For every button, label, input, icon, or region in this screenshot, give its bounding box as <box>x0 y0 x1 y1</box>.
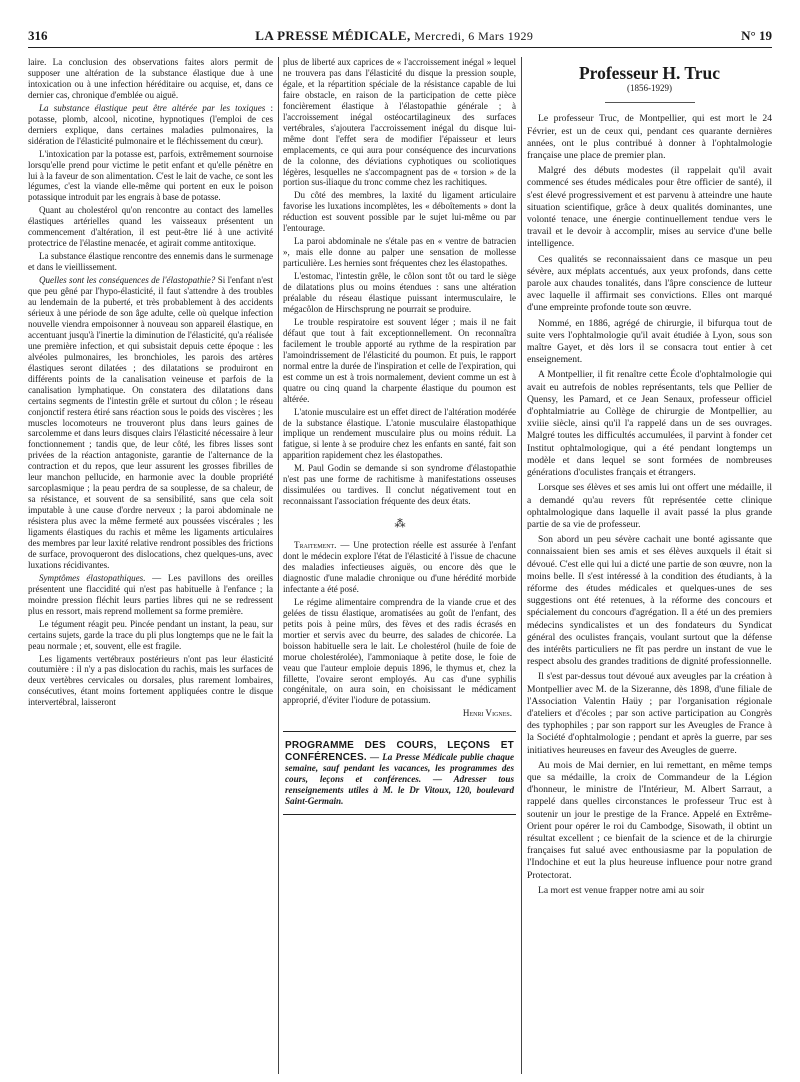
paragraph: Nommé, en 1886, agrégé de chirurgie, il bifurqua tout de suite vers l'ophtalmologie qu'il avait étudiée à Lyon, sous son maître Gayet, et dès lors il se consacra tout entier à cet enseignement. <box>527 317 772 366</box>
paragraph-text: Si l'enfant n'est que peu gêné par l'hypo-élasticité, il faut s'attendre à des troubles au lendemain de la puberté, et très probablement à des accidents sérieux à une période de son âge adulte, celle où quelque infection nouvelle viendra empoisonner à nouveau son appareil élastique, en accentuant jusqu'à l'inertie la diminution de l'élasticité, qu'a réalisée une première infection, et qui subsistait depuis cette époque : les alvéoles pulmonaires, les bronchioles, les parois des artères élastiques seront dilatées ; des dilatations se produiront en différents points de la canalisation veineuse et parfois de la canalisation lymphatique. On constatera des dilatations dans certains segments de l'intestin grêle et surtout du côlon ; le réseau conjonctif restera étiré sans réaction sous le poids des viscères ; les muscles locomoteurs ne trouveront plus dans leurs gaines de sarcolemme et dans leurs disques clairs l'élasticité nécessaire à leur fonctionnement ; tandis que, de leur côté, les fibres lisses sont privées de la réaction antagoniste, garantie de l'alternance de la contraction et du repos, que leur assurent les grosses fibrilles de leur manchon pellucide, en harmonie avec la double propriété sarcoplasmique ; la peau perdra de sa souplesse, de sa chaleur, de sa résistance, et souvent de sa sensibilité, sans que cela soit imputable à une cause d'ordre nerveux ; la paroi abdominale ne résistera plus avec la même fermeté aux poussées viscérales ; les ligaments élastiques du rachis et même les ligaments articulaires des membres par leur laxité relative rendront possibles des frictions de surface, provoqueront des dislocations, chez quelques-uns, avec luxations récidivantes. <box>28 275 273 570</box>
column-middle <box>283 57 516 1076</box>
paragraph-text: — Une protection réelle est assurée à l'enfant dont le médecin explore l'état de l'élasticité à l'issue de chacune des maladies infectieuses aiguës, ou encore dès que le diagnostic d'une maladie chronique ou d'une hérédité morbide infectante a été posé. <box>283 540 516 594</box>
obituary-dates: (1856-1929) <box>627 83 672 94</box>
paragraph: Il s'est par-dessus tout dévoué aux aveugles par la création à Montpellier avec M. de la Sizeranne, dès 1898, d'une filiale de l'Association Valentin Haüy ; par l'organisation régionale d'ateliers et d'écoles ; par son active participation au Congrès des typhophiles ; par son rapport sur les Aveugles de France à la Société d'ophtalmologie ; pendant et après la guerre, par ses initiatives heureuses en faveur des Aveugles de guerre. <box>527 671 772 756</box>
program-title: PROGRAMME DES COURS, LEÇONS ET CONFÉRENCES. <box>285 740 514 763</box>
program-body: — La Presse Médicale publie chaque semaine, sauf pendant les vacances, les programmes des cours, leçons et conférences. — Adresser tous renseignements utiles à M. le Dr Vitoux, 120, boulevard Saint-Germain. <box>285 751 514 807</box>
column-right <box>527 57 772 1076</box>
paragraph <box>28 275 273 571</box>
paragraph: Du côté des membres, la laxité du ligament articulaire favorise les luxations incomplètes, les « déboîtements » dont la réduction est souvent possible par le sujet lui-même ou par l'entourage. <box>283 190 516 234</box>
page-header <box>28 22 772 48</box>
lead-in: Traitement. <box>294 540 337 551</box>
program-notice <box>283 731 516 814</box>
issue-number: N° 19 <box>741 28 772 43</box>
lead-in: La substance élastique peut être altérée par les toxiques <box>39 102 266 113</box>
paragraph: laire. La conclusion des observations faites alors permit de supposer une altération de la substance élastique due à une intoxication ou à une infection héréditaire ou acquise, et, dans ce dernier cas, chronique d'emblée ou aiguë. <box>28 57 273 100</box>
paragraph-text: : potasse, plomb, alcool, nicotine, hypnotiques (l'emploi de ces derniers explique, dans certaines maladies pulmonaires, la sidération de l'élasticité pulmonaire et le fléchissement du cœur). <box>28 102 273 146</box>
paragraph: Le régime alimentaire comprendra de la viande crue et des gelées de tissu élastique, aromatisées au goût de l'enfant, des petits pois à peine mûrs, des fèves et des radis écrasés en mortier et servis avec du beurre, des salades de chicorée. La boisson habituelle sera le lait. Le cholestérol (huile de foie de morue cholestérolée), l'ammoniaque à petite dose, le foie de veau que l'auteur emploie depuis 1896, le thymus et, chez la fillette, l'ovaire seront employés. Au cas d'une syphilis congénitale, on aura soin, en choisissant le médicament approprié, d'éviter l'iodure de potassium. <box>283 596 516 706</box>
issue-date: Mercredi, 6 Mars 1929 <box>414 29 534 43</box>
paragraph: L'estomac, l'intestin grêle, le côlon sont tôt ou tard le siège de dilatations plus ou moins étendues : sans une altération préalable du réseau élastique puissant intermusculaire, le mégacôlon de Hirschsprung ne pourrait se produire. <box>283 271 516 314</box>
paragraph: Son abord un peu sévère cachait une bonté agissante que connaissaient bien ses amis et ses élèves auxquels il était si dévoué. C'est elle qui lui a dicté une partie de son œuvre, non la moins belle. Il s'est intéressé à la condition des étudiants, à la réforme des études médicales et quelques-unes de ses suggestions ont été retenues, à la réforme des concours et spécialement du concours d'agrégation. Il a été un des premiers médecins syndicalistes et un des fondateurs du Syndicat général des oculistes français, voulant surtout que la défense des intérêts particuliers ne fît pas perdre un instant de vue le respect absolu des grandes traditions de dignité professionnelle. <box>527 534 772 668</box>
page-number: 316 <box>28 28 48 43</box>
lead-in: Quelles sont les conséquences de l'élastopathie? <box>39 275 216 286</box>
paragraph-text: — Les pavillons des oreilles présentent une flaccidité qui n'est pas habituelle à l'enfance ; la moindre pression fléchit leurs parties libres qui ne se redressent plus en ressort, mais reprend mollement sa forme première. <box>28 572 273 616</box>
paragraph: Les ligaments vertébraux postérieurs n'ont pas leur élasticité coutumière : il n'y a pas dislocation du rachis, mais les surfaces de deux vertèbres cervicales ou dorsales, plus rarement lombaires, consécutives, étant moins fortement appliquées contre le disque intervertébral, laisseront <box>28 653 273 708</box>
column-left <box>28 57 273 1076</box>
paragraph: L'intoxication par la potasse est, parfois, extrêmement sournoise lorsqu'elle prend pour victime le petit enfant et qu'elle pénètre en lui à la faveur de son alimentation. C'est le lait de vache, ce sont les légumes, c'est la viande elle-même qui portent en eux le poison potassique introduit par les engrais à base de potasse. <box>28 148 273 203</box>
paragraph: M. Paul Godin se demande si son syndrome d'élastopathie n'est pas une forme de rachitisme à manifestations osseuses dissimulées ou tardives. Il conclut négativement tout en reconnaissant l'association fréquente des deux états. <box>283 463 516 507</box>
paragraph: L'atonie musculaire est un effet direct de l'altération modérée de la substance élastique. L'atonie musculaire élastopathique implique un rendement musculaire plus ou moins réduit. La fatigue, si lente à se produire chez les enfants en santé, fait son apparition rapidement chez les élastopathes. <box>283 406 516 461</box>
paragraph: Le trouble respiratoire est souvent léger ; mais il ne fait défaut que tout à fait exceptionnellement. On reconnaîtra facilement le trouble apporté au rythme de la respiration par l'amoindrissement de l'élasticité du poumon. Et puis, le rapport normal entre la durée de l'inspiration et celle de l'expiration, qui est comme un est à trois normalement, devient comme un est à quatre ou cinq quand la charpente élastique du poumon est altérée. <box>283 316 516 404</box>
obituary-title: Professeur H. Truc <box>578 63 721 83</box>
paragraph: Au mois de Mai dernier, en lui remettant, en même temps que sa médaille, la croix de Commandeur de la Légion d'honneur, le ministre de l'Intérieur, M. Albert Sarraut, a rappelé dans quelles circonstances le professeur Truc est à soutenir un jour le prestige de la France. Appelé en Extrême-Orient pour opérer le roi du Cambodge, Sisowath, il obtint un résultat excellent ; ce bienfait de la science et de la chirurgie françaises fut salué avec enthousiasme par la population de l'Indochine et eut la plus heureuse influence pour notre grand Protectorat. <box>527 759 772 881</box>
paragraph <box>28 103 273 147</box>
paragraph: La paroi abdominale ne s'étale pas en « ventre de batracien », mais elle donne au palper une sensation de mollesse particulière. Les hernies sont fréquentes chez les élastopathes. <box>283 236 516 269</box>
paragraph: Quant au cholestérol qu'on rencontre au contact des lamelles élastiques artérielles quand les vaisseaux présentent un commencement d'altération, il est peut-être lié à une activité protectrice de l'élastine menacée, et agirait comme antitoxique. <box>28 205 273 249</box>
paragraph: Lorsque ses élèves et ses amis lui ont offert une médaille, il a demandé qu'au revers fût représentée cette clinique ophtalmologique dans laquelle il avait passé la plus grande partie de sa vie de professeur. <box>527 482 772 530</box>
obituary-title-rule <box>605 102 695 103</box>
lead-in: Symptômes élastopathiques. <box>39 572 146 583</box>
paragraph: plus de liberté aux caprices de « l'accroissement inégal » lequel ne trouvera pas dans l'élasticité du disque la pression souple, égale, et la répartition spéciale de la résistance capable de lui faire obstacle, en raison de la participation de cette pièce foncièrement élastique à l'élastopathie générale ; à l'accroissement inégal ostéocartilagineux des surfaces vertébrales, s'ajoutera l'accroissement inégal du disque lui-même dont l'effet sera de modifier l'épaisseur et leurs emplacements, ce qui aura pour conséquence des incurvations de la colonne, des déviations cyphotiques ou scoliotiques légères, lesquelles ne s'accompagnent pas de « torsion » de la portion sus-iliaque du tronc comme chez les rachitiques. <box>283 57 516 188</box>
journal-title-line <box>255 28 533 44</box>
journal-title: LA PRESSE MÉDICALE, <box>255 28 411 43</box>
column-divider <box>278 57 279 1074</box>
paragraph: Ces qualités se reconnaissaient dans ce masque un peu sévère, aux méplats accentués, aux yeux profonds, dans cette parole aux chaudes tonalités, dans l'âpre conscience de lutteur avec laquelle il affirmait ses convictions. Elles ont marqué d'une empreinte profonde toute son œuvre. <box>527 253 772 314</box>
paragraph: Le professeur Truc, de Montpellier, qui est mort le 24 Février, est un de ceux qui, pendant ces quarante dernières années, ont le plus contribué à donner à l'ophtalmologie française une place de premier plan. <box>527 113 772 162</box>
paragraph: La substance élastique rencontre des ennemis dans le surmenage et dans le vieillissement. <box>28 251 273 273</box>
author-signature: Henri Vignes. <box>462 708 512 719</box>
paragraph: La mort est venue frapper notre ami au soir <box>538 884 705 896</box>
section-separator-stars: ⁂ <box>394 518 405 531</box>
paragraph: Malgré des débuts modestes (il rappelait qu'il avait commencé ses études médicales pour être officier de santé), il s'est élevé progressivement et est parvenu à atteindre une haute situation scientifique, grâce à deux qualités dominantes, une volonté tenace, une énergie continuellement tendue vers le travail et le devoir à accomplir, mises au service d'une belle intelligence. <box>527 165 772 250</box>
paragraph: Le tégument réagit peu. Pincée pendant un instant, la peau, sur certains sujets, garde la trace du pli plus longtemps que ne le fait la peau normale ; et, souvent, elle est fragile. <box>28 618 273 651</box>
paragraph: A Montpellier, il fit renaître cette École d'ophtalmologie qui avait eu autrefois de nobles représentants, tels que Pellier de Quensy, les Pamard, et ce Jean Senaux, professeur officiel d'ophtalmiatrie au Collège de chirurgie de Montpellier, au xviiie siècle, ainsi qu'il l'a rappelé dans un de ses ouvrages. Malgré toutes les difficultés accumulées, il parvint à fonder cet Institut ophtalmologique, qui a été pendant longtemps un modèle et dans lequel se sont formées de nombreuses générations d'oculistes français et étrangers. <box>527 369 772 479</box>
paragraph <box>28 573 273 617</box>
paragraph <box>283 540 516 595</box>
column-divider <box>521 57 522 1074</box>
